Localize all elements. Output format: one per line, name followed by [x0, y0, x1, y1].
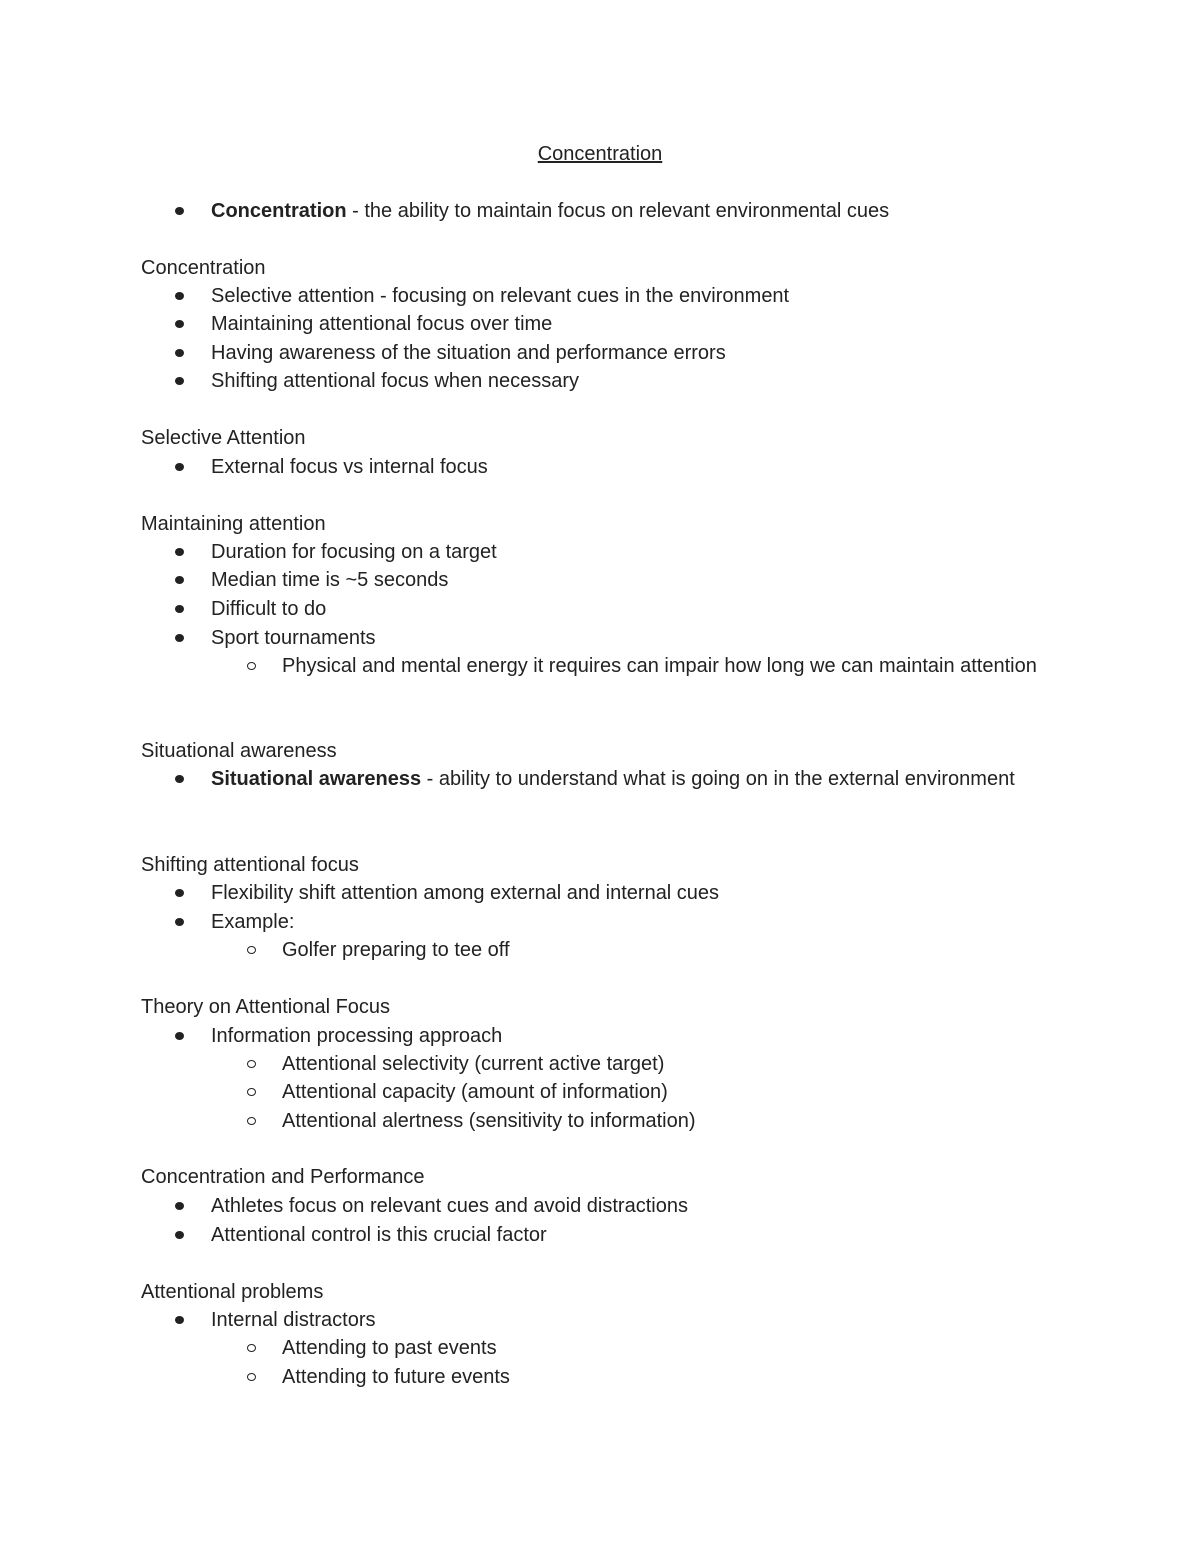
list-item	[211, 1221, 1031, 1250]
bullet-icon	[175, 548, 184, 556]
hollow-bullet-icon	[247, 662, 256, 670]
section-heading: Shifting attentional focus	[141, 854, 359, 876]
item-text: Flexibility shift attention among external and internal cues	[211, 882, 720, 904]
item-text: Duration for focusing on a target	[211, 541, 497, 563]
hollow-bullet-icon	[247, 946, 256, 954]
bullet-icon	[175, 775, 184, 783]
sub-list-item	[282, 652, 1042, 681]
list-item	[211, 1192, 1031, 1221]
bullet-icon	[175, 634, 184, 642]
item-text: Having awareness of the situation and performance errors	[211, 342, 726, 364]
hollow-bullet-icon	[247, 1088, 256, 1096]
item-text: Golfer preparing to tee off	[282, 939, 510, 961]
list-item	[211, 1022, 1031, 1051]
list-item	[211, 566, 1031, 595]
item-text: Shifting attentional focus when necessary	[211, 370, 579, 392]
section-heading: Concentration and Performance	[141, 1166, 425, 1188]
section-heading: Maintaining attention	[141, 513, 326, 535]
bullet-icon	[175, 320, 184, 328]
item-text: Attentional capacity (amount of information)	[282, 1081, 668, 1103]
list-item	[211, 339, 1031, 368]
list-item	[211, 538, 1031, 567]
item-text: Median time is ~5 seconds	[211, 569, 449, 591]
item-text: Attentional control is this crucial factor	[211, 1224, 547, 1246]
item-text: - the ability to maintain focus on relevant environmental cues	[346, 200, 890, 222]
term-bold: Situational awareness	[211, 768, 422, 790]
item-text: Attentional alertness (sensitivity to information)	[282, 1110, 696, 1132]
section-heading: Theory on Attentional Focus	[141, 996, 391, 1018]
bullet-icon	[175, 605, 184, 613]
hollow-bullet-icon	[247, 1373, 256, 1381]
list-item	[211, 197, 1031, 226]
bullet-icon	[175, 463, 184, 471]
item-text: Attending to future events	[282, 1366, 510, 1388]
bullet-icon	[175, 207, 184, 215]
item-text: Athletes focus on relevant cues and avoid distractions	[211, 1195, 688, 1217]
list-item	[211, 879, 1031, 908]
section-heading: Attentional problems	[141, 1281, 324, 1303]
bullet-icon	[175, 889, 184, 897]
bullet-icon	[175, 576, 184, 584]
item-text: Difficult to do	[211, 598, 327, 620]
bullet-icon	[175, 918, 184, 926]
hollow-bullet-icon	[247, 1117, 256, 1125]
term-bold: Concentration	[211, 200, 347, 222]
item-text: Attending to past events	[282, 1337, 497, 1359]
item-text: - ability to understand what is going on in the external environment	[421, 768, 1015, 790]
document-title: Concentration	[537, 143, 663, 165]
list-item	[211, 1306, 1031, 1335]
item-text: Example:	[211, 911, 295, 933]
list-item	[211, 453, 1031, 482]
item-text: Attentional selectivity (current active target)	[282, 1053, 665, 1075]
section-heading: Concentration	[141, 257, 266, 279]
list-item	[211, 908, 1031, 937]
sub-list-item	[282, 1363, 1042, 1392]
list-item	[211, 310, 1031, 339]
bullet-icon	[175, 1202, 184, 1210]
item-text: Internal distractors	[211, 1309, 376, 1331]
bullet-icon	[175, 349, 184, 357]
item-text: Maintaining attentional focus over time	[211, 313, 553, 335]
bullet-icon	[175, 292, 184, 300]
hollow-bullet-icon	[247, 1060, 256, 1068]
sub-list-item	[282, 1050, 1042, 1079]
list-item	[211, 595, 1031, 624]
bullet-icon	[175, 377, 184, 385]
list-item	[211, 624, 1031, 653]
item-text: Information processing approach	[211, 1025, 503, 1047]
item-text: Physical and mental energy it requires can impair how long we can maintain attention	[282, 655, 1037, 677]
item-text: External focus vs internal focus	[211, 456, 488, 478]
list-item	[211, 282, 1031, 311]
list-item	[211, 367, 1031, 396]
bullet-icon	[175, 1231, 184, 1239]
sub-list-item	[282, 1078, 1042, 1107]
item-text: Sport tournaments	[211, 627, 376, 649]
sub-list-item	[282, 1334, 1042, 1363]
bullet-icon	[175, 1316, 184, 1324]
bullet-icon	[175, 1032, 184, 1040]
list-item	[211, 765, 1031, 794]
section-heading: Situational awareness	[141, 740, 337, 762]
item-text: Selective attention - focusing on relevant cues in the environment	[211, 285, 790, 307]
sub-list-item	[282, 1107, 1042, 1136]
section-heading: Selective Attention	[141, 427, 306, 449]
hollow-bullet-icon	[247, 1344, 256, 1352]
sub-list-item	[282, 936, 1042, 965]
